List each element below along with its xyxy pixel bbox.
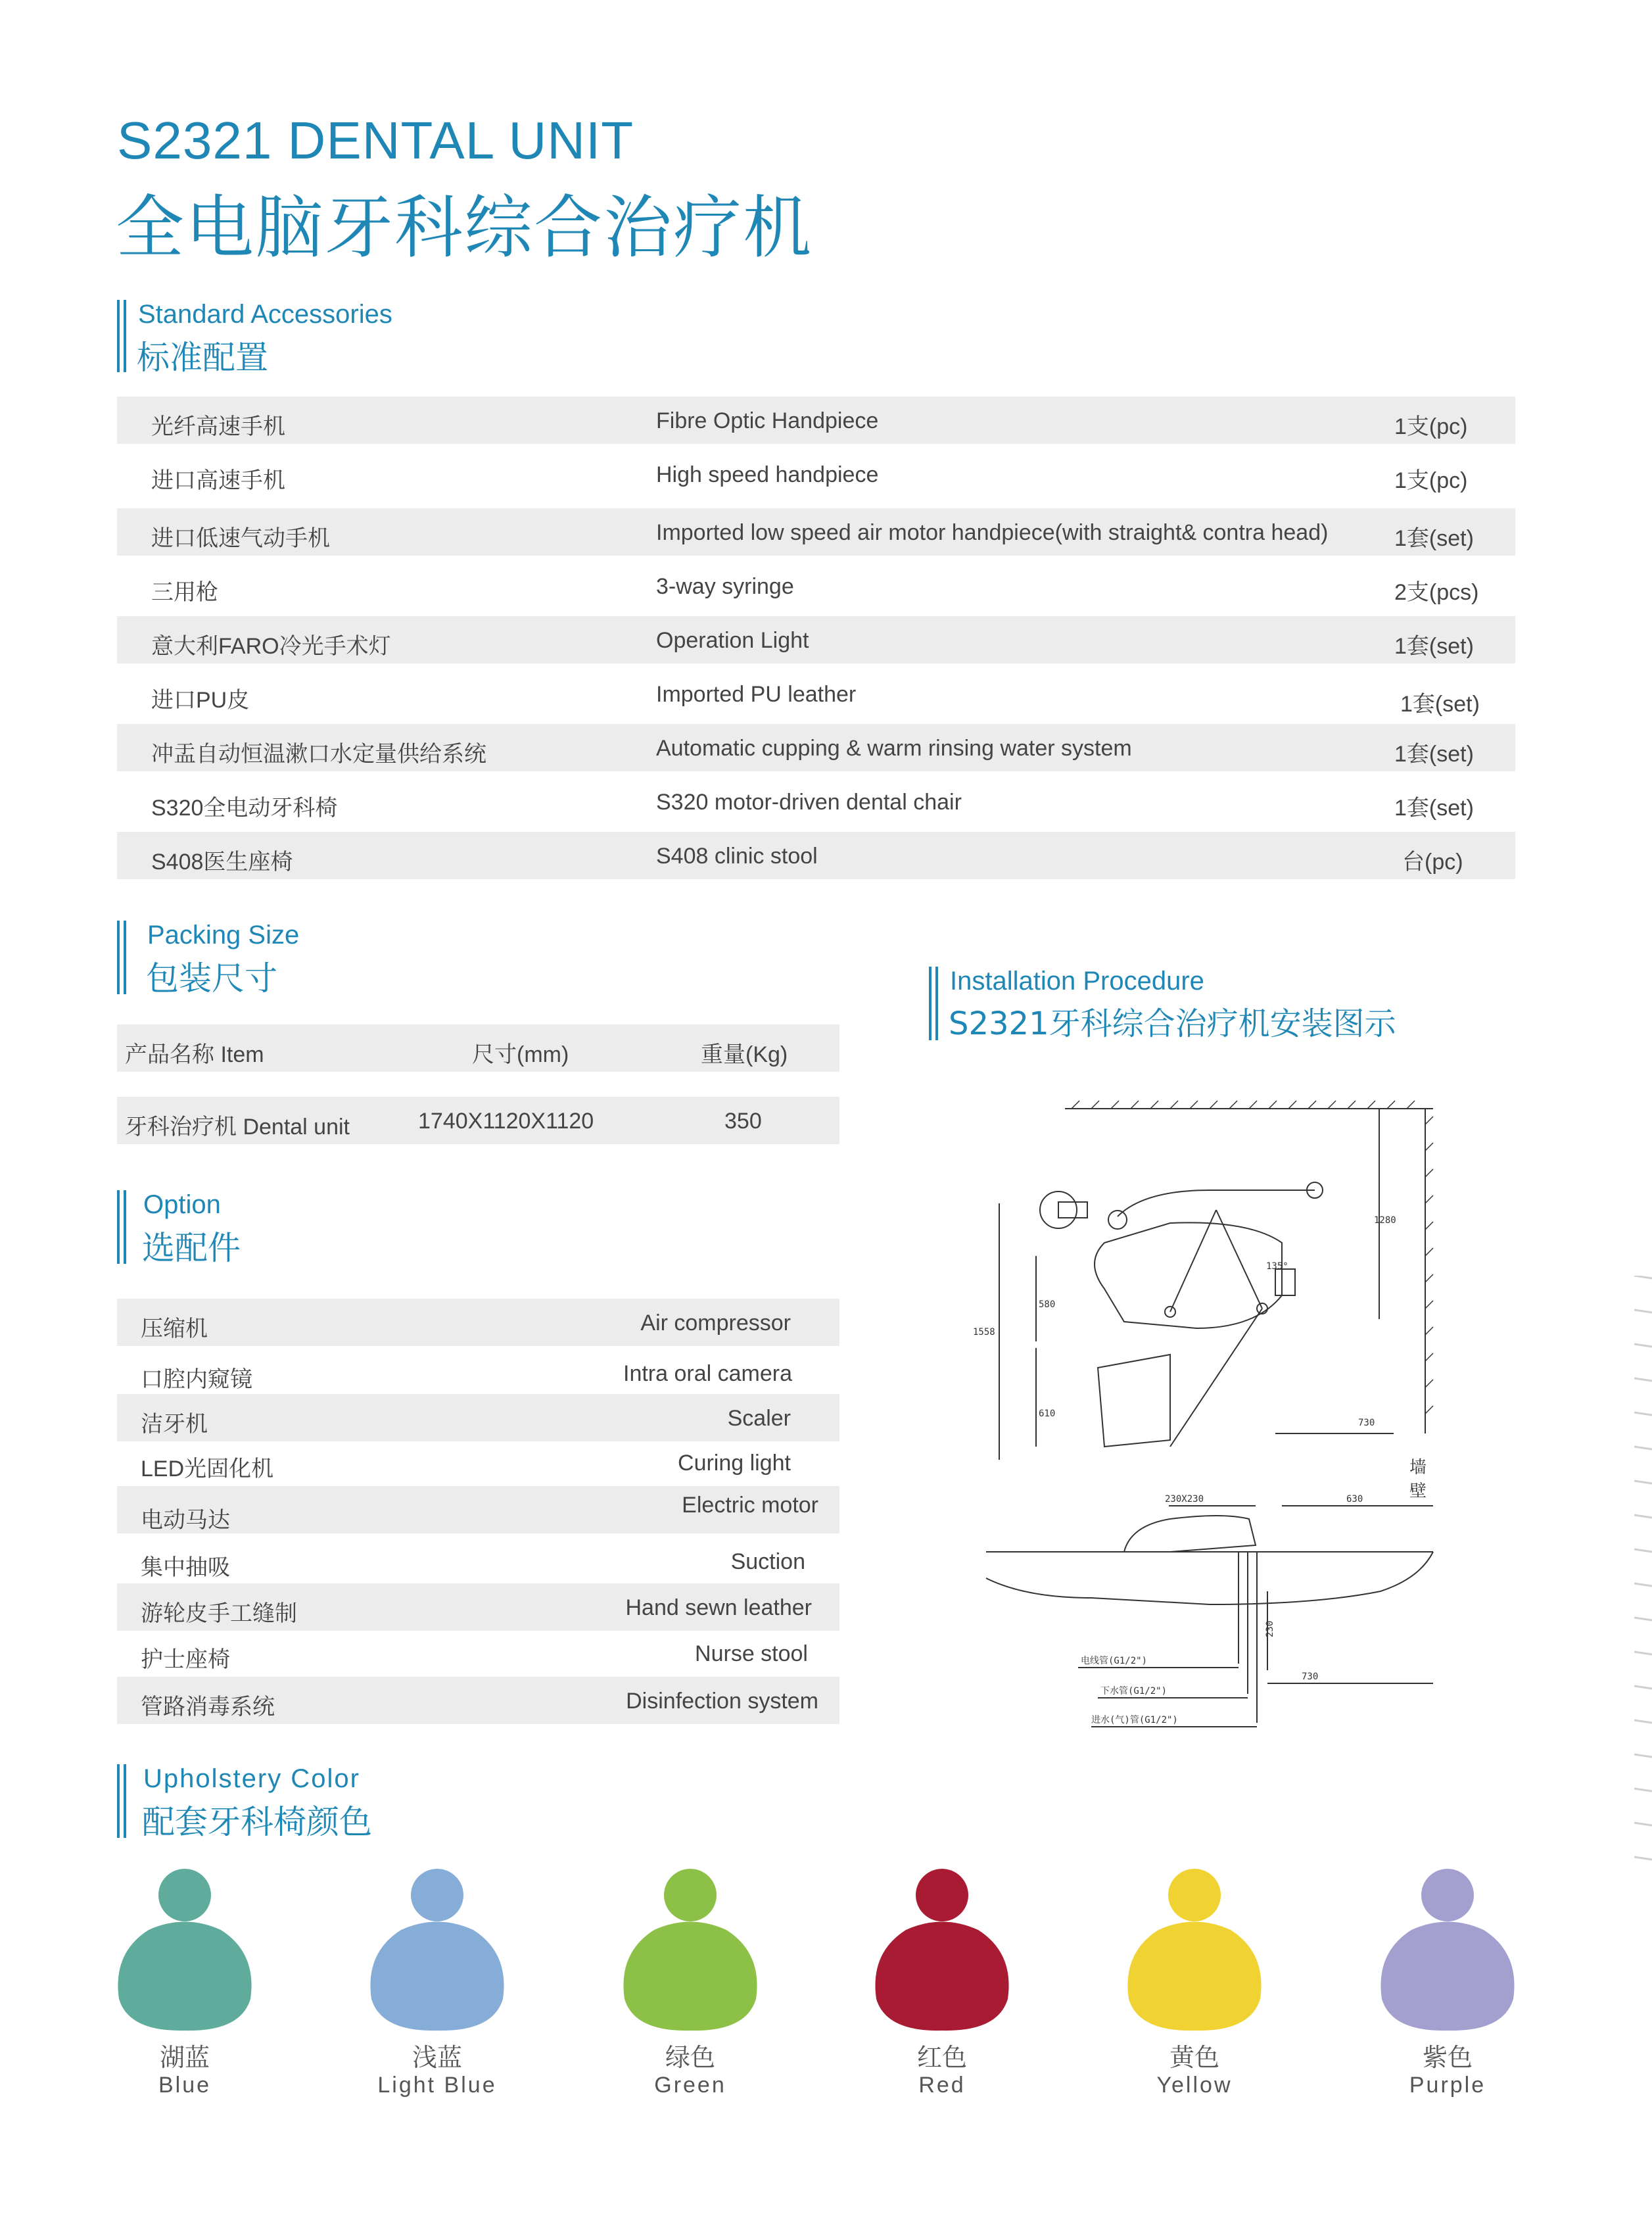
table-row [117,1394,839,1441]
item-qty: 1套(set) [1394,526,1474,551]
swatch-green [621,1867,759,2032]
color-name-cn: 紫色 [1422,2043,1473,2072]
table-row [117,1677,839,1724]
item-cn: 光纤高速手机 [151,414,285,439]
table-row [117,832,1515,879]
item-qty: 2支(pcs) [1394,580,1479,605]
option-en: Curing light [678,1451,791,1476]
edge-tick-decoration [1630,1276,1652,1907]
table-row [117,450,1515,498]
installation-drawing [973,1092,1446,1729]
table-row [117,1299,839,1346]
dim-1280: 1280 [1374,1215,1396,1226]
option-cn: 护士座椅 [141,1647,230,1672]
color-name-en: Green [654,2073,726,2098]
item-en: High speed handpiece [656,462,879,487]
table-row [117,1583,839,1631]
item-qty: 台(pc) [1402,850,1463,875]
table-row [117,778,1515,825]
item-qty: 1套(set) [1400,692,1480,717]
wall-label-1: 墙 [1409,1458,1427,1478]
option-header [117,1190,511,1267]
option-en: Air compressor [640,1311,791,1336]
item-en: Fibre Optic Handpiece [656,408,879,433]
chair-seat-icon [1379,1867,1517,2032]
standard-accessories-header [117,300,511,377]
option-en: Suction [730,1549,805,1574]
color-name-en: Blue [158,2073,212,2098]
table-row [117,1486,839,1533]
dim-730-bottom: 730 [1302,1672,1319,1682]
item-cn: S320全电动牙科椅 [151,796,338,821]
table-header-row [117,1024,839,1072]
option-cn: LED光固化机 [141,1456,274,1481]
option-cn: 洁牙机 [141,1412,208,1437]
chair-seat-icon [873,1867,1011,2032]
item-qty: 1支(pc) [1394,414,1468,439]
col-size-header: 尺寸(mm) [472,1042,569,1067]
table-row [117,1629,839,1677]
section-title-en: Option [143,1190,221,1219]
option-cn: 电动马达 [141,1508,230,1533]
item-en: 3-way syringe [656,574,794,599]
table-row [117,508,1515,556]
dim-630: 630 [1346,1494,1363,1504]
swatch-red [873,1867,1011,2032]
color-name-cn: 绿色 [665,2043,715,2072]
section-title-en: Installation Procedure [950,967,1204,996]
section-title-en: Packing Size [147,921,300,950]
item-en: S408 clinic stool [656,844,818,869]
chair-seat-icon [621,1867,759,2032]
section-title-cn: 标准配置 [137,339,268,377]
item-en: Imported PU leather [656,682,857,707]
table-row [117,1537,839,1585]
section-title-en: Upholstery Color [143,1764,360,1793]
chair-seat-icon [1125,1867,1263,2032]
chair-seat-icon [116,1867,254,2032]
option-cn: 压缩机 [141,1316,208,1341]
item-qty: 1套(set) [1394,634,1474,659]
option-en: Hand sewn leather [625,1595,812,1620]
option-cn: 口腔内窥镜 [141,1367,252,1392]
item-en: Automatic cupping & warm rinsing water system [656,736,1132,761]
table-row [117,1349,839,1397]
pipe-inlet: 进水(气)管(G1/2") [1091,1715,1178,1725]
dim-135: 135° [1266,1261,1288,1272]
item-qty: 1支(pc) [1394,468,1468,493]
table-row [117,670,1515,717]
section-bar-icon [117,300,128,372]
section-bar-icon [929,967,939,1040]
dim-230x230: 230X230 [1165,1494,1204,1504]
option-en: Scaler [727,1406,791,1431]
table-row [117,397,1515,444]
option-cn: 管路消毒系统 [141,1695,275,1720]
swatch-light-blue [368,1867,506,2032]
col-item-header: 产品名称 Item [125,1042,264,1067]
option-en: Nurse stool [695,1641,808,1666]
color-name-cn: 红色 [916,2043,967,2072]
col-weight-header: 重量(Kg) [701,1042,788,1067]
swatch-purple [1379,1867,1517,2032]
product-title-en: S2321 DENTAL UNIT [117,111,634,170]
dim-610: 610 [1039,1408,1056,1419]
section-title-cn: S2321牙科综合治疗机安装图示 [949,1005,1396,1042]
item-cn: 进口低速气动手机 [151,526,330,551]
item-qty: 1套(set) [1394,742,1474,767]
dim-730-top: 730 [1358,1418,1375,1428]
item-cn: 三用枪 [151,580,218,605]
packing-size: 1740X1120X1120 [418,1109,594,1134]
option-en: Intra oral camera [623,1361,792,1386]
item-cn: 冲盂自动恒温漱口水定量供给系统 [151,742,486,767]
swatch-blue [116,1867,254,2032]
packing-item: 牙科治疗机 Dental unit [125,1115,350,1140]
installation-header [929,967,1586,1040]
wall-label-2: 壁 [1409,1481,1427,1501]
pipe-electric: 电线管(G1/2") [1081,1656,1148,1666]
packing-size-header [117,921,511,998]
table-row [117,1097,839,1144]
section-title-cn: 选配件 [142,1229,241,1267]
item-en: Imported low speed air motor handpiece(with straight& contra head) [656,520,1329,545]
table-row [117,1439,839,1486]
item-qty: 1套(set) [1394,796,1474,821]
item-cn: 进口高速手机 [151,468,285,493]
dim-580: 580 [1039,1299,1056,1310]
item-cn: S408医生座椅 [151,850,293,875]
section-title-en: Standard Accessories [138,300,392,329]
dim-1558: 1558 [973,1327,995,1337]
swatch-yellow [1125,1867,1263,2032]
color-name-cn: 黄色 [1169,2043,1219,2072]
section-bar-icon [117,1764,128,1838]
option-cn: 游轮皮手工缝制 [141,1601,297,1626]
color-name-cn: 湖蓝 [159,2043,210,2072]
upholstery-header [117,1764,643,1841]
dim-230: 230 [1265,1620,1275,1637]
section-title-cn: 配套牙科椅颜色 [142,1803,372,1841]
option-en: Electric motor [682,1493,818,1518]
item-en: S320 motor-driven dental chair [656,790,962,815]
item-cn: 进口PU皮 [151,688,250,713]
table-row [117,616,1515,663]
item-cn: 意大利FARO冷光手术灯 [151,634,391,659]
item-en: Operation Light [656,628,809,653]
chair-seat-icon [368,1867,506,2032]
option-cn: 集中抽吸 [141,1555,230,1580]
color-name-en: Purple [1409,2073,1486,2098]
product-title-cn: 全电脑牙科综合治疗机 [116,187,813,268]
color-name-en: Yellow [1156,2073,1233,2098]
color-name-cn: 浅蓝 [412,2043,462,2072]
color-name-en: Red [918,2073,966,2098]
packing-weight: 350 [724,1109,762,1134]
table-row [117,562,1515,610]
color-name-en: Light Blue [377,2073,497,2098]
section-bar-icon [117,921,128,994]
option-en: Disinfection system [626,1689,818,1714]
pipe-drain: 下水管(G1/2") [1100,1686,1168,1697]
table-row [117,724,1515,771]
section-bar-icon [117,1190,128,1264]
section-title-cn: 包装尺寸 [146,959,277,998]
installation-diagram [973,1092,1446,1729]
